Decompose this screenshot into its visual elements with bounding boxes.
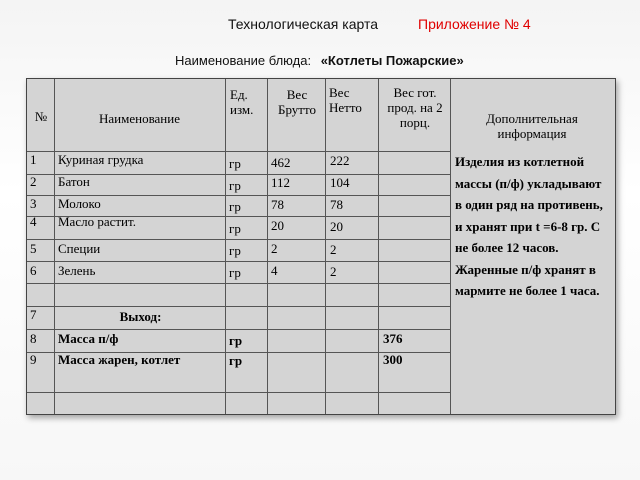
dish-name: «Котлеты Пожарские» (320, 53, 464, 68)
row-num: 4 (30, 214, 37, 229)
output-label: Выход: (119, 309, 162, 324)
row-name: Куриная грудка (58, 152, 144, 167)
grid-line (27, 306, 450, 307)
grid-line (54, 79, 55, 414)
row-unit: гр (229, 221, 241, 236)
mass-pf-num: 8 (30, 331, 37, 346)
header-net: Вес Нетто (329, 85, 362, 115)
header-ready: Вес гот. прод. на 2 порц. (387, 85, 443, 130)
header-num: № (34, 109, 48, 124)
row-name: Батон (58, 174, 90, 189)
grid-line (27, 283, 450, 284)
row-net: 2 (330, 242, 337, 257)
row-num: 5 (30, 241, 37, 256)
mass-fried-name: Масса жарен, котлет (58, 352, 181, 367)
mass-pf-name: Масса п/ф (58, 331, 119, 346)
grid-line (27, 261, 450, 262)
row-gross: 462 (271, 155, 291, 170)
row-net: 222 (330, 153, 350, 168)
row-gross: 4 (271, 263, 278, 278)
grid-line (450, 79, 451, 414)
row-gross: 78 (271, 197, 284, 212)
row-num: 3 (30, 196, 37, 211)
row-num: 1 (30, 152, 37, 167)
grid-line (27, 392, 450, 393)
row-name: Специи (58, 241, 101, 256)
tech-card-table (26, 78, 616, 415)
grid-line (267, 79, 268, 414)
dish-label: Наименование блюда: (175, 53, 312, 68)
row-num: 6 (30, 263, 37, 278)
header-name: Наименование (99, 111, 180, 126)
grid-line (378, 79, 379, 414)
row-net: 2 (330, 264, 337, 279)
row-name: Зелень (58, 263, 96, 278)
row-name: Молоко (58, 196, 101, 211)
row-name: Масло растит. (58, 214, 136, 229)
mass-fried-unit: гр (229, 353, 243, 368)
header-unit: Ед. изм. (230, 87, 254, 117)
title-row (0, 14, 640, 36)
row-unit: гр (229, 199, 241, 214)
row-gross: 20 (271, 218, 284, 233)
row-unit: гр (229, 156, 241, 171)
row-unit: гр (229, 243, 241, 258)
mass-fried-ready: 300 (383, 352, 403, 367)
header-gross: Вес Брутто (278, 87, 316, 117)
mass-pf-unit: гр (229, 333, 243, 348)
row-net: 104 (330, 175, 350, 190)
header-info: Дополнительная информация (486, 111, 578, 141)
row-unit: гр (229, 265, 241, 280)
output-num: 7 (30, 307, 37, 322)
appendix-label: Приложение № 4 (418, 16, 531, 32)
grid-line (27, 239, 450, 240)
row-num: 2 (30, 174, 37, 189)
row-gross: 2 (271, 241, 278, 256)
row-net: 20 (330, 219, 343, 234)
grid-line (325, 79, 326, 414)
mass-fried-num: 9 (30, 352, 37, 367)
grid-line (225, 79, 226, 414)
info-text: Изделия из котлетной массы (п/ф) укладывают в один ряд на противень, и хранят при t =6-8 гр. С не более 12 часов. Жаренные п/ф хранят в мармите не более 1 часа. (455, 154, 603, 298)
dish-row (175, 53, 635, 73)
mass-pf-ready: 376 (383, 331, 403, 346)
row-net: 78 (330, 197, 343, 212)
document-title: Технологическая карта (228, 16, 379, 32)
row-gross: 112 (271, 175, 291, 190)
grid-line (27, 329, 450, 330)
row-unit: гр (229, 178, 241, 193)
